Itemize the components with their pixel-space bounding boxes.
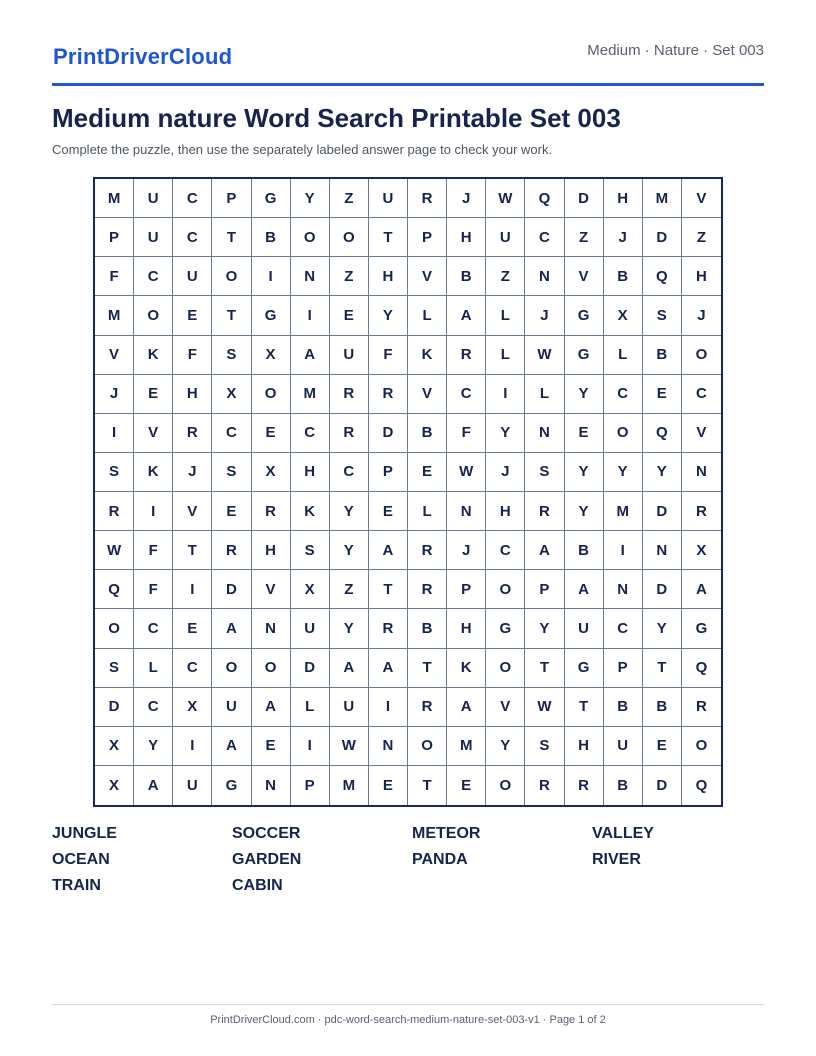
grid-cell[interactable]: L — [525, 375, 564, 414]
grid-cell[interactable]: G — [565, 336, 604, 375]
word-list-item: TRAIN — [52, 877, 101, 894]
grid-cell[interactable]: Q — [643, 414, 682, 453]
breadcrumb: Medium · Nature · Set 003 — [587, 42, 764, 59]
grid-cell[interactable]: I — [252, 257, 291, 296]
grid-cell[interactable]: E — [643, 375, 682, 414]
grid-cell[interactable]: Y — [330, 531, 369, 570]
grid-cell[interactable]: G — [252, 179, 291, 218]
grid-cell[interactable]: Y — [330, 492, 369, 531]
grid-cell[interactable]: U — [134, 218, 173, 257]
grid-cell[interactable]: A — [369, 531, 408, 570]
grid-cell[interactable]: S — [212, 336, 251, 375]
grid-cell[interactable]: V — [134, 414, 173, 453]
grid-cell[interactable]: G — [486, 609, 525, 648]
grid-cell[interactable]: Y — [604, 453, 643, 492]
grid-cell[interactable]: J — [447, 179, 486, 218]
grid-cell[interactable]: L — [486, 336, 525, 375]
grid-cell[interactable]: B — [643, 336, 682, 375]
grid-cell[interactable]: T — [173, 531, 212, 570]
grid-cell[interactable]: U — [369, 179, 408, 218]
grid-cell[interactable]: B — [408, 414, 447, 453]
grid-cell[interactable]: A — [369, 649, 408, 688]
grid-cell[interactable]: E — [643, 727, 682, 766]
grid-cell[interactable]: D — [291, 649, 330, 688]
grid-cell[interactable]: D — [565, 179, 604, 218]
grid-cell[interactable]: Q — [695, 776, 708, 794]
grid-cell[interactable]: X — [95, 766, 134, 805]
grid-cell[interactable]: V — [173, 492, 212, 531]
grid-cell[interactable]: I — [134, 492, 173, 531]
grid-cell[interactable]: E — [212, 492, 251, 531]
grid-cell[interactable]: Y — [486, 727, 525, 766]
grid-cell[interactable]: C — [682, 375, 721, 414]
grid-cell[interactable]: O — [212, 649, 251, 688]
grid-cell[interactable]: B — [565, 531, 604, 570]
grid-cell[interactable]: N — [525, 414, 564, 453]
grid-cell[interactable]: C — [212, 414, 251, 453]
grid-cell[interactable]: N — [643, 531, 682, 570]
grid-cell[interactable]: F — [134, 531, 173, 570]
grid-cell[interactable]: I — [291, 727, 330, 766]
grid-cell[interactable]: J — [525, 296, 564, 335]
grid-cell[interactable]: O — [408, 727, 447, 766]
grid-cell[interactable]: R — [408, 688, 447, 727]
word-list-item: GARDEN — [232, 851, 302, 868]
grid-cell[interactable]: V — [565, 257, 604, 296]
word-list-item: OCEAN — [52, 851, 110, 868]
grid-cell[interactable]: R — [682, 688, 721, 727]
grid-cell[interactable]: R — [252, 492, 291, 531]
word-list-item: JUNGLE — [52, 825, 117, 842]
grid-cell[interactable]: E — [252, 727, 291, 766]
grid-cell[interactable]: C — [134, 257, 173, 296]
grid-cell[interactable]: M — [95, 296, 134, 335]
grid-cell[interactable]: B — [604, 688, 643, 727]
grid-cell[interactable]: O — [291, 218, 330, 257]
grid-cell[interactable]: E — [447, 766, 486, 805]
grid-cell[interactable]: A — [252, 688, 291, 727]
grid-cell[interactable]: J — [173, 453, 212, 492]
grid-cell[interactable]: E — [134, 375, 173, 414]
grid-cell[interactable]: O — [95, 609, 134, 648]
grid-cell[interactable]: R — [95, 492, 134, 531]
grid-cell[interactable]: A — [525, 531, 564, 570]
grid-cell[interactable]: O — [486, 766, 525, 805]
grid-cell[interactable]: R — [447, 336, 486, 375]
grid-cell[interactable]: X — [682, 531, 721, 570]
grid-cell[interactable]: H — [447, 218, 486, 257]
grid-cell[interactable]: U — [173, 257, 212, 296]
grid-cell[interactable]: X — [252, 453, 291, 492]
grid-cell[interactable]: V — [682, 179, 721, 218]
grid-cell[interactable]: N — [525, 257, 564, 296]
grid-cell[interactable]: C — [291, 414, 330, 453]
grid-cell[interactable]: H — [291, 453, 330, 492]
grid-cell[interactable]: P — [525, 570, 564, 609]
grid-cell[interactable]: J — [447, 531, 486, 570]
grid-cell[interactable]: C — [134, 609, 173, 648]
grid-cell[interactable]: I — [604, 531, 643, 570]
grid-cell[interactable]: R — [525, 766, 564, 805]
word-list-item: METEOR — [412, 825, 481, 842]
grid-cell[interactable]: E — [173, 609, 212, 648]
grid-cell[interactable]: B — [604, 257, 643, 296]
grid-cell[interactable]: L — [291, 688, 330, 727]
grid-cell[interactable]: P — [369, 453, 408, 492]
grid-cell[interactable]: S — [525, 453, 564, 492]
grid-cell[interactable]: G — [212, 766, 251, 805]
grid-cell[interactable]: J — [682, 296, 721, 335]
grid-cell[interactable]: R — [330, 414, 369, 453]
grid-cell[interactable]: W — [330, 727, 369, 766]
grid-cell[interactable]: A — [212, 609, 251, 648]
grid-cell[interactable]: O — [252, 649, 291, 688]
grid-cell[interactable]: E — [369, 766, 408, 805]
grid-cell[interactable]: G — [252, 296, 291, 335]
grid-cell[interactable]: D — [95, 688, 134, 727]
grid-cell[interactable]: E — [565, 414, 604, 453]
grid-cell[interactable]: N — [252, 609, 291, 648]
grid-cell[interactable]: Q — [643, 257, 682, 296]
grid-cell[interactable]: U — [604, 727, 643, 766]
grid-cell[interactable]: V — [408, 257, 447, 296]
grid-cell[interactable]: E — [173, 296, 212, 335]
grid-cell[interactable]: W — [95, 531, 134, 570]
grid-cell[interactable]: N — [291, 257, 330, 296]
grid-cell[interactable]: H — [486, 492, 525, 531]
grid-cell[interactable]: T — [565, 688, 604, 727]
grid-cell[interactable]: I — [369, 688, 408, 727]
grid-cell[interactable]: D — [369, 414, 408, 453]
grid-cell[interactable]: Q — [682, 649, 721, 688]
grid-cell[interactable]: C — [604, 609, 643, 648]
grid-cell[interactable]: X — [604, 296, 643, 335]
grid-cell[interactable]: R — [330, 375, 369, 414]
grid-cell[interactable]: D — [643, 492, 682, 531]
grid-cell[interactable]: O — [486, 570, 525, 609]
grid-cell[interactable]: J — [486, 453, 525, 492]
grid-cell[interactable]: C — [486, 531, 525, 570]
grid-cell[interactable]: N — [369, 727, 408, 766]
grid-cell[interactable]: Y — [291, 179, 330, 218]
grid-cell[interactable]: N — [682, 453, 721, 492]
grid-cell[interactable]: P — [291, 766, 330, 805]
grid-cell[interactable]: T — [643, 649, 682, 688]
grid-cell[interactable]: E — [369, 492, 408, 531]
grid-cell[interactable]: T — [369, 570, 408, 609]
grid-cell[interactable]: R — [369, 375, 408, 414]
grid-cell[interactable]: G — [565, 296, 604, 335]
brand-logo: PrintDriverCloud — [53, 44, 233, 69]
grid-cell[interactable]: Y — [565, 453, 604, 492]
grid-cell[interactable]: T — [408, 766, 447, 805]
grid-cell[interactable]: G — [565, 649, 604, 688]
grid-cell[interactable]: K — [134, 336, 173, 375]
grid-cell[interactable]: C — [525, 218, 564, 257]
grid-cell[interactable]: T — [408, 649, 447, 688]
grid-cell[interactable]: M — [95, 179, 134, 218]
grid-cell[interactable]: U — [134, 179, 173, 218]
grid-cell[interactable]: Y — [330, 609, 369, 648]
grid-cell[interactable]: W — [525, 336, 564, 375]
grid-cell[interactable]: X — [95, 727, 134, 766]
grid-cell[interactable]: E — [252, 414, 291, 453]
grid-cell[interactable]: Y — [134, 727, 173, 766]
page-subtitle: Complete the puzzle, then use the separately labeled answer page to check your work. — [52, 142, 553, 157]
grid-cell[interactable]: E — [408, 453, 447, 492]
grid-cell[interactable]: K — [134, 453, 173, 492]
word-search-grid — [93, 177, 723, 807]
grid-cell[interactable]: K — [408, 336, 447, 375]
grid-cell[interactable]: B — [643, 688, 682, 727]
grid-cell[interactable]: G — [682, 609, 721, 648]
grid-cell[interactable]: U — [486, 218, 525, 257]
grid-cell[interactable]: O — [252, 375, 291, 414]
grid-cell[interactable]: K — [291, 492, 330, 531]
grid-cell[interactable]: O — [212, 257, 251, 296]
grid-cell[interactable]: V — [252, 570, 291, 609]
grid-cell[interactable]: Z — [330, 570, 369, 609]
grid-cell[interactable]: Z — [486, 257, 525, 296]
grid-cell[interactable]: W — [486, 179, 525, 218]
grid-cell[interactable]: A — [330, 649, 369, 688]
grid-cell[interactable]: M — [291, 375, 330, 414]
grid-cell[interactable]: V — [408, 375, 447, 414]
page-footer: PrintDriverCloud.com · pdc-word-search-medium-nature-set-003-v1 · Page 1 of 2 — [210, 1014, 606, 1026]
grid-cell[interactable]: M — [643, 179, 682, 218]
grid-cell[interactable]: Q — [525, 179, 564, 218]
grid-cell[interactable]: I — [291, 296, 330, 335]
grid-cell[interactable]: R — [682, 492, 721, 531]
grid-cell[interactable]: R — [173, 414, 212, 453]
grid-cell[interactable]: S — [212, 453, 251, 492]
grid-cell[interactable]: D — [643, 766, 682, 805]
grid-cell[interactable]: Y — [525, 609, 564, 648]
grid-cell[interactable]: V — [486, 688, 525, 727]
grid-cell[interactable]: L — [408, 492, 447, 531]
grid-cell[interactable]: F — [95, 257, 134, 296]
grid-cell[interactable]: U — [173, 766, 212, 805]
grid-cell[interactable]: Y — [486, 414, 525, 453]
word-list-item: SOCCER — [232, 825, 301, 842]
grid-cell[interactable]: V — [95, 336, 134, 375]
grid-cell[interactable]: O — [134, 296, 173, 335]
grid-cell[interactable]: L — [408, 296, 447, 335]
grid-cell[interactable]: F — [369, 336, 408, 375]
grid-cell[interactable]: S — [291, 531, 330, 570]
grid-cell[interactable]: S — [525, 727, 564, 766]
grid-cell[interactable]: F — [134, 570, 173, 609]
grid-cell[interactable]: B — [447, 257, 486, 296]
grid-cell[interactable]: F — [447, 414, 486, 453]
grid-cell[interactable]: H — [447, 609, 486, 648]
grid-cell[interactable]: Y — [565, 375, 604, 414]
grid-cell[interactable]: D — [212, 570, 251, 609]
grid-cell[interactable]: K — [447, 649, 486, 688]
grid-cell[interactable]: H — [565, 727, 604, 766]
grid-cell[interactable]: S — [95, 649, 134, 688]
grid-cell[interactable]: U — [565, 609, 604, 648]
word-list — [52, 825, 772, 895]
grid-cell[interactable]: R — [369, 609, 408, 648]
grid-cell[interactable]: R — [408, 179, 447, 218]
grid-cell[interactable]: W — [525, 688, 564, 727]
grid-cell[interactable]: N — [252, 766, 291, 805]
grid-cell[interactable]: H — [173, 375, 212, 414]
grid-cell[interactable]: M — [330, 766, 369, 805]
grid-cell[interactable]: O — [604, 414, 643, 453]
grid-cell[interactable]: Y — [565, 492, 604, 531]
grid-cell[interactable]: A — [447, 688, 486, 727]
grid-cell[interactable]: A — [134, 766, 173, 805]
grid-cell[interactable]: D — [643, 570, 682, 609]
grid-cell[interactable]: L — [486, 296, 525, 335]
grid-cell[interactable]: R — [565, 766, 604, 805]
grid-cell[interactable]: B — [252, 218, 291, 257]
grid-cell[interactable]: P — [604, 649, 643, 688]
grid-cell[interactable]: C — [330, 453, 369, 492]
grid-cell[interactable]: Y — [643, 453, 682, 492]
grid-cell[interactable]: Z — [330, 179, 369, 218]
grid-cell[interactable]: P — [212, 179, 251, 218]
grid-cell[interactable]: U — [291, 609, 330, 648]
word-list-item: VALLEY — [592, 825, 654, 842]
grid-cell[interactable]: W — [447, 453, 486, 492]
grid-cell[interactable]: O — [682, 727, 721, 766]
grid-cell[interactable]: U — [330, 336, 369, 375]
grid-cell[interactable]: C — [447, 375, 486, 414]
word-list-item: PANDA — [412, 851, 468, 868]
grid-cell[interactable]: O — [330, 218, 369, 257]
page-title: Medium nature Word Search Printable Set 003 — [52, 103, 621, 133]
grid-cell[interactable]: L — [134, 649, 173, 688]
grid-cell[interactable]: M — [447, 727, 486, 766]
grid-cell[interactable]: R — [212, 531, 251, 570]
grid-cell[interactable]: C — [173, 179, 212, 218]
grid-cell[interactable]: J — [604, 218, 643, 257]
grid-cell[interactable]: L — [604, 336, 643, 375]
grid-cell[interactable]: D — [643, 218, 682, 257]
grid-cell[interactable]: Z — [330, 257, 369, 296]
grid-cell[interactable]: B — [408, 609, 447, 648]
grid-cell[interactable]: I — [173, 727, 212, 766]
grid-cell[interactable]: A — [291, 336, 330, 375]
grid-cell[interactable]: H — [369, 257, 408, 296]
grid-cell[interactable]: O — [486, 649, 525, 688]
grid-cell[interactable]: M — [604, 492, 643, 531]
grid-cell[interactable]: Y — [643, 609, 682, 648]
grid-cell[interactable]: S — [643, 296, 682, 335]
grid-cell[interactable]: P — [95, 218, 134, 257]
grid-cell[interactable]: J — [95, 375, 134, 414]
grid-cell[interactable]: C — [173, 649, 212, 688]
grid-cell[interactable]: X — [291, 570, 330, 609]
grid-cell[interactable]: H — [604, 179, 643, 218]
grid-cell[interactable]: H — [682, 257, 721, 296]
grid-cell[interactable]: T — [525, 649, 564, 688]
word-list-item: RIVER — [592, 851, 641, 868]
grid-cell[interactable]: R — [408, 531, 447, 570]
grid-cell[interactable]: N — [447, 492, 486, 531]
grid-cell[interactable]: T — [369, 218, 408, 257]
grid-cell[interactable]: E — [330, 296, 369, 335]
grid-cell[interactable]: Z — [565, 218, 604, 257]
grid-cell[interactable]: F — [173, 336, 212, 375]
grid-cell[interactable]: I — [486, 375, 525, 414]
grid-cell[interactable]: I — [95, 414, 134, 453]
grid-cell[interactable]: T — [212, 296, 251, 335]
grid-cell[interactable]: P — [408, 218, 447, 257]
grid-cell[interactable]: I — [173, 570, 212, 609]
grid-cell[interactable]: X — [252, 336, 291, 375]
grid-cell[interactable]: A — [447, 296, 486, 335]
grid-cell[interactable]: Q — [95, 570, 134, 609]
grid-cell[interactable]: N — [604, 570, 643, 609]
grid-cell[interactable]: Z — [682, 218, 721, 257]
grid-cell[interactable]: X — [212, 375, 251, 414]
grid-cell[interactable]: U — [330, 688, 369, 727]
grid-cell[interactable]: U — [212, 688, 251, 727]
grid-cell[interactable]: V — [682, 414, 721, 453]
grid-cell[interactable]: A — [682, 570, 721, 609]
header-divider — [52, 83, 764, 86]
grid-cell[interactable]: C — [604, 375, 643, 414]
footer-divider — [52, 1004, 764, 1005]
grid-cell[interactable]: P — [447, 570, 486, 609]
grid-cell[interactable]: S — [95, 453, 134, 492]
grid-cell[interactable]: T — [212, 218, 251, 257]
grid-cell[interactable]: R — [525, 492, 564, 531]
grid-cell[interactable]: X — [173, 688, 212, 727]
grid-cell[interactable]: C — [173, 218, 212, 257]
grid-cell[interactable]: A — [212, 727, 251, 766]
grid-cell[interactable]: O — [682, 336, 721, 375]
grid-cell[interactable]: R — [408, 570, 447, 609]
grid-cell[interactable]: H — [252, 531, 291, 570]
word-list-item: CABIN — [232, 877, 283, 894]
grid-cell[interactable]: Y — [369, 296, 408, 335]
grid-cell[interactable]: C — [134, 688, 173, 727]
grid-cell[interactable]: A — [565, 570, 604, 609]
grid-cell[interactable]: B — [604, 766, 643, 805]
